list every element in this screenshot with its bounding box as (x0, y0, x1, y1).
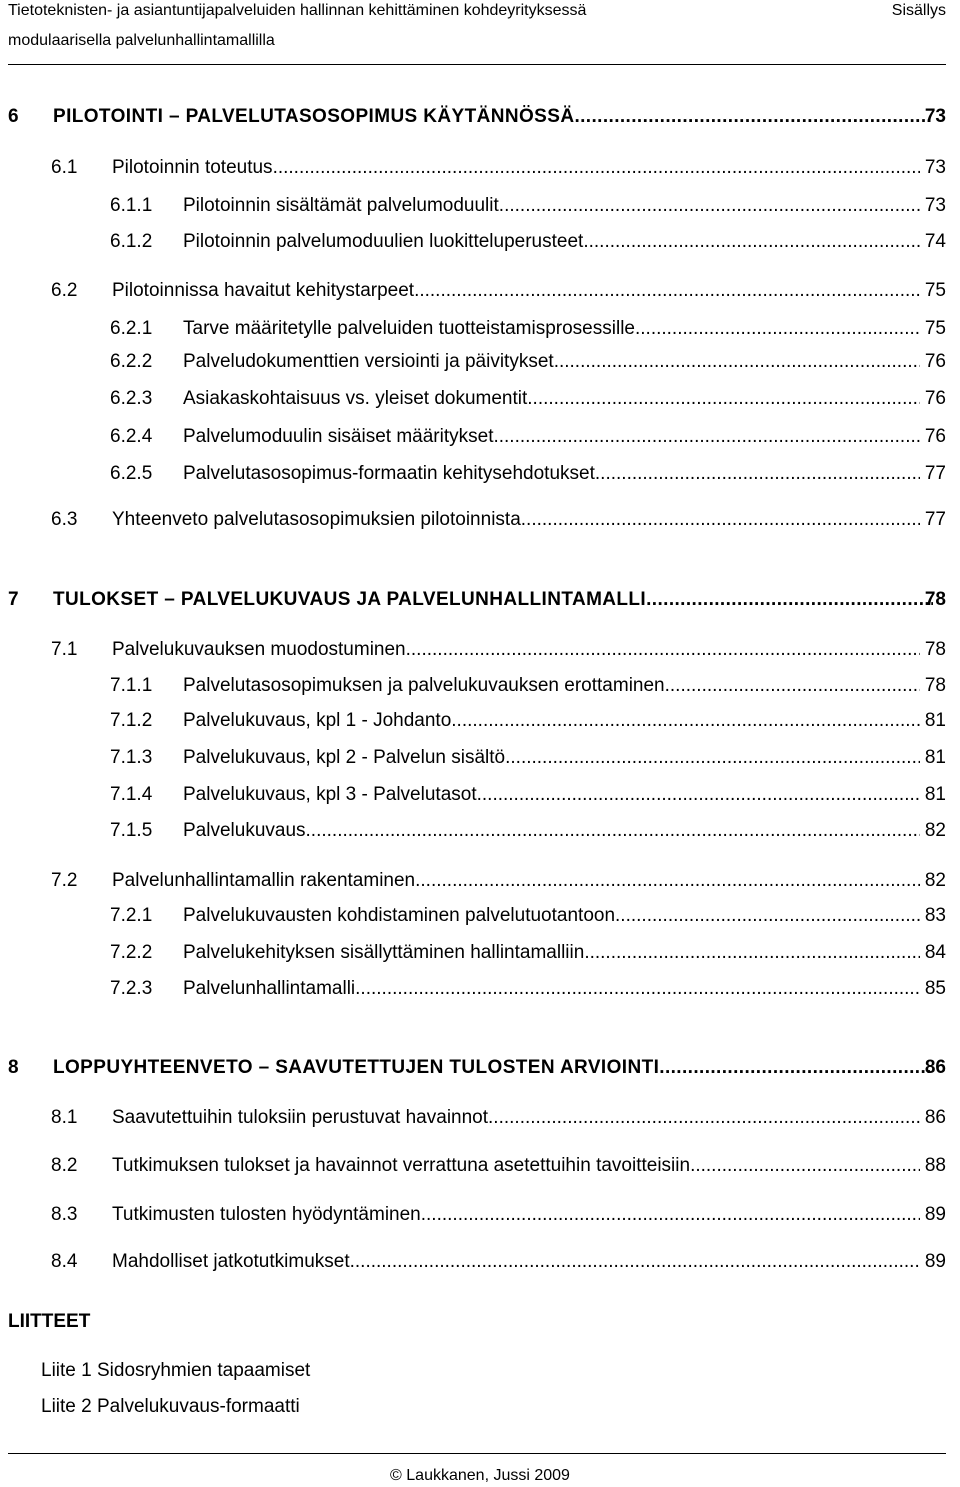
toc-entry-number: 6.2 (51, 280, 78, 301)
toc-entry-title (183, 782, 920, 808)
toc-entry[interactable] (0, 461, 960, 487)
toc-entry-page: 77 (924, 463, 946, 484)
toc-entry-number: 6.2.3 (110, 388, 153, 409)
toc-dot-leader (665, 673, 920, 699)
toc-dot-leader (584, 940, 920, 966)
toc-entry-page: 86 (924, 1057, 946, 1078)
toc-entry[interactable] (0, 637, 960, 663)
toc-entry-number: 6.2.2 (110, 351, 153, 372)
toc-entry-page: 76 (924, 426, 946, 447)
toc-dot-leader (493, 424, 920, 450)
toc-dot-leader (615, 903, 920, 929)
toc-entry-title (53, 587, 933, 613)
toc-entry[interactable] (0, 940, 960, 966)
toc-entry[interactable] (0, 316, 960, 342)
toc-entry-page: 76 (924, 351, 946, 372)
toc-entry-number: 6 (8, 106, 19, 127)
toc-entry-title-text: Palvelutasosopimus-formaatin kehitysehdotukset (183, 463, 595, 484)
toc-entry-number: 7.2 (51, 870, 78, 891)
toc-entry-title (183, 940, 920, 966)
toc-entry[interactable] (0, 903, 960, 929)
toc-dot-leader (521, 507, 920, 533)
toc-entry-number: 6.1.2 (110, 231, 153, 252)
toc-entry-page: 82 (924, 820, 946, 841)
toc-dot-leader (646, 587, 933, 613)
toc-dot-leader (554, 349, 920, 375)
toc-entry-number: 7.2.2 (110, 942, 153, 963)
toc-entry-title-text: Palvelukuvauksen muodostuminen (112, 639, 406, 660)
toc-entry-title (183, 903, 920, 929)
toc-entry-title-text: Asiakaskohtaisuus vs. yleiset dokumentit (183, 388, 528, 409)
toc-entry-title (183, 193, 920, 219)
toc-entry-number: 8.3 (51, 1204, 78, 1225)
toc-dot-leader (659, 1055, 933, 1081)
toc-entry-page: 83 (924, 905, 946, 926)
toc-entry-title (183, 745, 920, 771)
toc-entry-number: 8 (8, 1057, 19, 1078)
toc-entry[interactable] (0, 818, 960, 844)
toc-entry-page: 82 (924, 870, 946, 891)
toc-dot-leader (350, 1249, 920, 1275)
toc-entry-title-text: Pilotoinnin palvelumoduulien luokitteluperusteet (183, 231, 584, 252)
toc-entry-number: 7.1.2 (110, 710, 153, 731)
toc-entry-page: 85 (924, 978, 946, 999)
toc-entry-title-text: Tutkimuksen tulokset ja havainnot verrattuna asetettuihin tavoitteisiin (112, 1155, 691, 1176)
toc-entry[interactable] (0, 229, 960, 255)
toc-entry-number: 6.1 (51, 157, 78, 178)
toc-entry-number: 6.2.1 (110, 318, 153, 339)
toc-entry[interactable] (0, 507, 960, 533)
toc-entry-page: 73 (924, 106, 946, 127)
toc-entry[interactable] (0, 976, 960, 1002)
toc-entry[interactable] (0, 386, 960, 412)
toc-entry-title-text: Tutkimusten tulosten hyödyntäminen (112, 1204, 421, 1225)
toc-entry-title (112, 507, 920, 533)
toc-entry-title-text: Palveludokumenttien versiointi ja päivitykset (183, 351, 554, 372)
toc-entry-page: 73 (924, 195, 946, 216)
toc-entry-page: 86 (924, 1107, 946, 1128)
footer-copyright: © Laukkanen, Jussi 2009 (390, 1467, 570, 1484)
toc-entry-title (183, 316, 920, 342)
toc-entry-title (183, 818, 920, 844)
toc-entry-title-text: Palvelunhallintamallin rakentaminen (112, 870, 416, 891)
toc-dot-leader (477, 782, 920, 808)
toc-dot-leader (306, 818, 920, 844)
toc-entry-title-text: TULOKSET – PALVELUKUVAUS JA PALVELUNHALLINTAMALLI (53, 589, 647, 610)
toc-entry-title (183, 386, 920, 412)
toc-entry[interactable] (0, 782, 960, 808)
toc-entry[interactable] (0, 1055, 960, 1081)
toc-entry-title-text: Palvelukuvaus, kpl 1 - Johdanto (183, 710, 452, 731)
toc-entry-title (183, 229, 920, 255)
toc-entry-page: 78 (924, 589, 946, 610)
toc-entry-title-text: Pilotoinnin sisältämät palvelumoduulit (183, 195, 499, 216)
toc-entry-title-text: Palvelumoduulin sisäiset määritykset (183, 426, 494, 447)
toc-entry-title-text: Palvelukuvaus (183, 820, 306, 841)
toc-entry-title-text: Pilotoinnissa havaitut kehitystarpeet (112, 280, 415, 301)
toc-entry-number: 6.3 (51, 509, 78, 530)
appendix-heading: LIITTEET (8, 1311, 91, 1332)
toc-dot-leader (499, 193, 920, 219)
toc-entry[interactable] (0, 193, 960, 219)
toc-entry-title (112, 155, 920, 181)
toc-entry-number: 8.4 (51, 1251, 78, 1272)
toc-dot-leader (595, 461, 920, 487)
toc-entry-number: 7.1.1 (110, 675, 153, 696)
toc-dot-leader (505, 745, 920, 771)
toc-entry[interactable] (0, 349, 960, 375)
toc-entry-title (112, 868, 920, 894)
toc-entry-number: 7 (8, 589, 19, 610)
toc-entry-title (183, 708, 920, 734)
toc-entry-title (112, 1153, 920, 1179)
toc-entry-page: 81 (924, 747, 946, 768)
toc-entry-page: 89 (924, 1204, 946, 1225)
toc-dot-leader (273, 155, 920, 181)
toc-entry-page: 89 (924, 1251, 946, 1272)
toc-entry-page: 81 (924, 784, 946, 805)
toc-entry[interactable] (0, 1202, 960, 1228)
toc-entry-page: 73 (924, 157, 946, 178)
toc-entry-title (112, 1202, 920, 1228)
toc-entry-page: 81 (924, 710, 946, 731)
toc-dot-leader (355, 976, 920, 1002)
toc-entry-title (112, 278, 920, 304)
toc-dot-leader (583, 229, 920, 255)
toc-dot-leader (415, 868, 920, 894)
toc-entry-page: 74 (924, 231, 946, 252)
toc-entry-page: 78 (924, 639, 946, 660)
footer-divider (8, 1453, 946, 1454)
toc-entry-title-text: Palvelutasosopimuksen ja palvelukuvauksen erottaminen (183, 675, 665, 696)
toc-dot-leader (406, 637, 920, 663)
toc-entry-title (183, 976, 920, 1002)
toc-entry[interactable] (0, 673, 960, 699)
toc-entry-title-text: Yhteenveto palvelutasosopimuksien pilotoinnista (112, 509, 521, 530)
toc-entry-number: 7.1.5 (110, 820, 153, 841)
toc-entry-title (183, 461, 920, 487)
toc-entry-title (183, 424, 920, 450)
toc-entry[interactable] (0, 1249, 960, 1275)
toc-entry-page: 88 (924, 1155, 946, 1176)
header-section-label: Sisällys (891, 2, 946, 19)
toc-entry[interactable] (0, 745, 960, 771)
toc-dot-leader (635, 316, 920, 342)
toc-entry-title (183, 673, 920, 699)
toc-dot-leader (574, 104, 933, 130)
toc-entry-title-text: LOPPUYHTEENVETO – SAAVUTETTUJEN TULOSTEN ARVIOINTI (53, 1057, 660, 1078)
toc-entry-title-text: Tarve määritetylle palveluiden tuotteistamisprosessille (183, 318, 635, 339)
toc-entry[interactable] (0, 708, 960, 734)
header-title-line-2: modulaarisella palvelunhallintamallilla (8, 32, 275, 49)
toc-entry[interactable] (0, 1153, 960, 1179)
toc-entry-title (53, 104, 933, 130)
toc-entry-number: 7.2.1 (110, 905, 153, 926)
toc-entry-page: 75 (924, 280, 946, 301)
toc-entry[interactable] (0, 1105, 960, 1131)
toc-entry-title-text: Saavutettuihin tuloksiin perustuvat havainnot (112, 1107, 489, 1128)
toc-entry-number: 7.2.3 (110, 978, 153, 999)
toc-dot-leader (690, 1153, 920, 1179)
toc-entry-title-text: Palvelukehityksen sisällyttäminen hallintamalliin (183, 942, 585, 963)
toc-entry-title-text: Mahdolliset jatkotutkimukset (112, 1251, 350, 1272)
toc-entry-page: 84 (924, 942, 946, 963)
toc-entry-number: 7.1 (51, 639, 78, 660)
toc-entry-title-text: Palvelunhallintamalli (183, 978, 356, 999)
toc-entry-title (112, 1249, 920, 1275)
toc-entry-title (112, 637, 920, 663)
toc-entry-title-text: Palvelukuvaus, kpl 3 - Palvelutasot (183, 784, 477, 805)
toc-entry-page: 75 (924, 318, 946, 339)
toc-entry-number: 7.1.3 (110, 747, 153, 768)
toc-entry-page: 77 (924, 509, 946, 530)
toc-entry-title-text: Palvelukuvaus, kpl 2 - Palvelun sisältö (183, 747, 506, 768)
toc-entry-number: 8.1 (51, 1107, 78, 1128)
toc-entry-page: 76 (924, 388, 946, 409)
toc-entry-number: 7.1.4 (110, 784, 153, 805)
toc-entry-title (53, 1055, 933, 1081)
toc-entry-title-text: PILOTOINTI – PALVELUTASOSOPIMUS KÄYTÄNNÖSSÄ (53, 106, 575, 127)
toc-entry-number: 8.2 (51, 1155, 78, 1176)
toc-entry[interactable] (0, 104, 960, 130)
toc-entry-title (112, 1105, 920, 1131)
toc-dot-leader (414, 278, 920, 304)
toc-entry-number: 6.1.1 (110, 195, 153, 216)
toc-dot-leader (451, 708, 920, 734)
toc-dot-leader (421, 1202, 920, 1228)
toc-dot-leader (488, 1105, 920, 1131)
appendix-item-2: Liite 2 Palvelukuvaus-formaatti (41, 1396, 300, 1417)
header-title-line-1: Tietoteknisten- ja asiantuntijapalveluiden hallinnan kehittäminen kohdeyrityksessä (8, 2, 587, 19)
toc-entry[interactable] (0, 155, 960, 181)
appendix-item-1: Liite 1 Sidosryhmien tapaamiset (41, 1360, 311, 1381)
toc-entry-page: 78 (924, 675, 946, 696)
toc-dot-leader (527, 386, 920, 412)
toc-entry-title-text: Pilotoinnin toteutus (112, 157, 273, 178)
toc-entry[interactable] (0, 278, 960, 304)
toc-entry[interactable] (0, 868, 960, 894)
toc-entry-number: 6.2.5 (110, 463, 153, 484)
toc-entry[interactable] (0, 424, 960, 450)
toc-entry-title-text: Palvelukuvausten kohdistaminen palvelutuotantoon (183, 905, 616, 926)
toc-entry-number: 6.2.4 (110, 426, 153, 447)
toc-entry[interactable] (0, 587, 960, 613)
toc-entry-title (183, 349, 920, 375)
